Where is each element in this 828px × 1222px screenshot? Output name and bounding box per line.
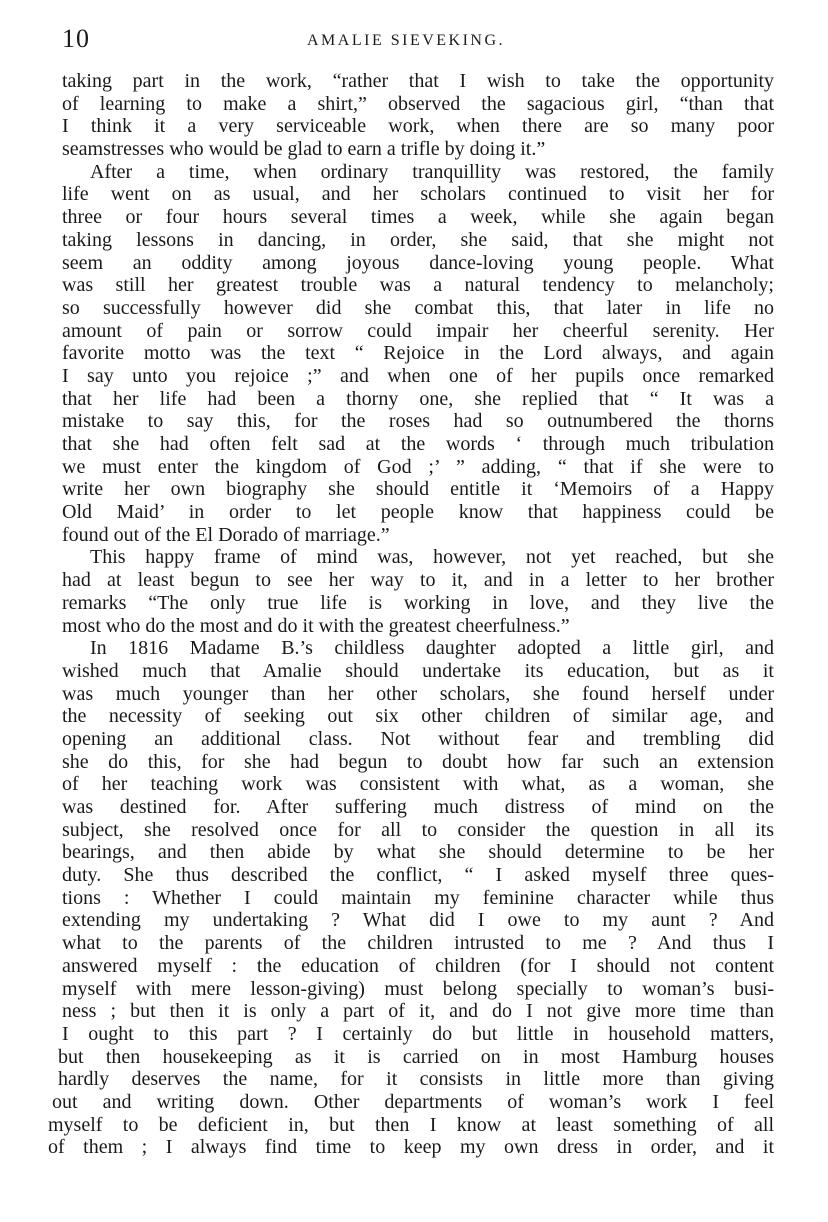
text-line: Old Maid’ in order to let people know that happiness could be bbox=[62, 501, 774, 524]
text-line: amount of pain or sorrow could impair her cheerful serenity. Her bbox=[62, 319, 774, 342]
text-line: myself with mere lesson-giving) must belong specially to woman’s busi- bbox=[62, 977, 774, 1000]
text-line: tions : Whether I could maintain my feminine character while thus bbox=[62, 886, 774, 909]
text-line: I say unto you rejoice ;” and when one of her pupils once remarked bbox=[62, 364, 774, 387]
text-line: she do this, for she had begun to doubt how far such an extension bbox=[62, 750, 774, 773]
text-line: we must enter the kingdom of God ;’ ” adding, “ that if she were to bbox=[62, 455, 774, 478]
text-line: seem an oddity among joyous dance-loving young people. What bbox=[62, 251, 774, 274]
text-line: of learning to make a shirt,” observed the sagacious girl, “than that bbox=[62, 92, 774, 115]
text-line: I think it a very serviceable work, when there are so many poor bbox=[62, 115, 774, 138]
text-line: taking lessons in dancing, in order, she said, that she might not bbox=[62, 228, 774, 251]
page-number: 10 bbox=[62, 24, 90, 53]
text-line: This happy frame of mind was, however, not yet reached, but she bbox=[90, 546, 774, 569]
text-line: opening an additional class. Not without fear and trembling did bbox=[62, 727, 774, 750]
text-line: favorite motto was the text “ Rejoice in the Lord always, and again bbox=[62, 342, 774, 365]
text-line: of them ; I always find time to keep my own dress in order, and it bbox=[48, 1136, 774, 1159]
text-line: hardly deserves the name, for it consists in little more than giving bbox=[58, 1068, 774, 1091]
text-line: write her own biography she should entitle it ‘Memoirs of a Happy bbox=[62, 478, 774, 501]
text-line: but then housekeeping as it is carried on in most Hamburg houses bbox=[58, 1045, 774, 1068]
body-text bbox=[48, 70, 774, 1159]
running-head: AMALIE SIEVEKING. bbox=[307, 32, 506, 49]
text-line: life went on as usual, and her scholars continued to visit her for bbox=[62, 183, 774, 206]
text-line: was still her greatest trouble was a natural tendency to melancholy; bbox=[62, 274, 774, 297]
text-line: myself to be deficient in, but then I know at least something of all bbox=[48, 1113, 774, 1136]
text-line: was destined for. After suffering much distress of mind on the bbox=[62, 796, 774, 818]
text-line: out and writing down. Other departments of woman’s work I feel bbox=[52, 1090, 774, 1113]
text-line: that she had often felt sad at the words ‘ through much tribulation bbox=[62, 433, 774, 455]
page-header bbox=[62, 24, 772, 54]
text-line: of her teaching work was consistent with what, as a woman, she bbox=[62, 773, 774, 796]
text-line: answered myself : the education of children (for I should not content bbox=[62, 954, 774, 977]
text-line: three or four hours several times a week, while she again began bbox=[62, 206, 774, 229]
text-line: mistake to say this, for the roses had so outnumbered the thorns bbox=[62, 410, 774, 433]
text-line: I ought to this part ? I certainly do but little in household matters, bbox=[62, 1022, 774, 1045]
text-line: bearings, and then abide by what she should determine to be her bbox=[62, 841, 774, 864]
text-line: seamstresses who would be glad to earn a trifle by doing it.” bbox=[62, 138, 546, 161]
text-line: ness ; but then it is only a part of it, and do I not give more time than bbox=[62, 1000, 774, 1023]
text-line: wished much that Amalie should undertake its education, but as it bbox=[62, 659, 774, 682]
text-line: subject, she resolved once for all to consider the question in all its bbox=[62, 818, 774, 841]
text-line: In 1816 Madame B.’s childless daughter adopted a little girl, and bbox=[90, 637, 774, 660]
text-line: After a time, when ordinary tranquillity was restored, the family bbox=[90, 160, 774, 183]
text-line: found out of the El Dorado of marriage.” bbox=[62, 523, 390, 546]
text-line: that her life had been a thorny one, she replied that “ It was a bbox=[62, 387, 774, 410]
text-line: so successfully however did she combat this, that later in life no bbox=[62, 296, 774, 319]
text-line: the necessity of seeking out six other children of similar age, and bbox=[62, 705, 774, 728]
text-line: most who do the most and do it with the greatest cheerfulness.” bbox=[62, 614, 570, 637]
text-line: duty. She thus described the conflict, “ I asked myself three ques- bbox=[62, 864, 774, 887]
text-line: what to the parents of the children intrusted to me ? And thus I bbox=[62, 932, 774, 955]
text-line: taking part in the work, “rather that I wish to take the opportunity bbox=[62, 70, 774, 92]
text-line: was much younger than her other scholars, she found herself under bbox=[62, 682, 774, 705]
text-line: extending my undertaking ? What did I owe to my aunt ? And bbox=[62, 909, 774, 932]
text-line: had at least begun to see her way to it, and in a letter to her brother bbox=[62, 569, 774, 592]
text-line: remarks “The only true life is working in love, and they live the bbox=[62, 591, 774, 614]
